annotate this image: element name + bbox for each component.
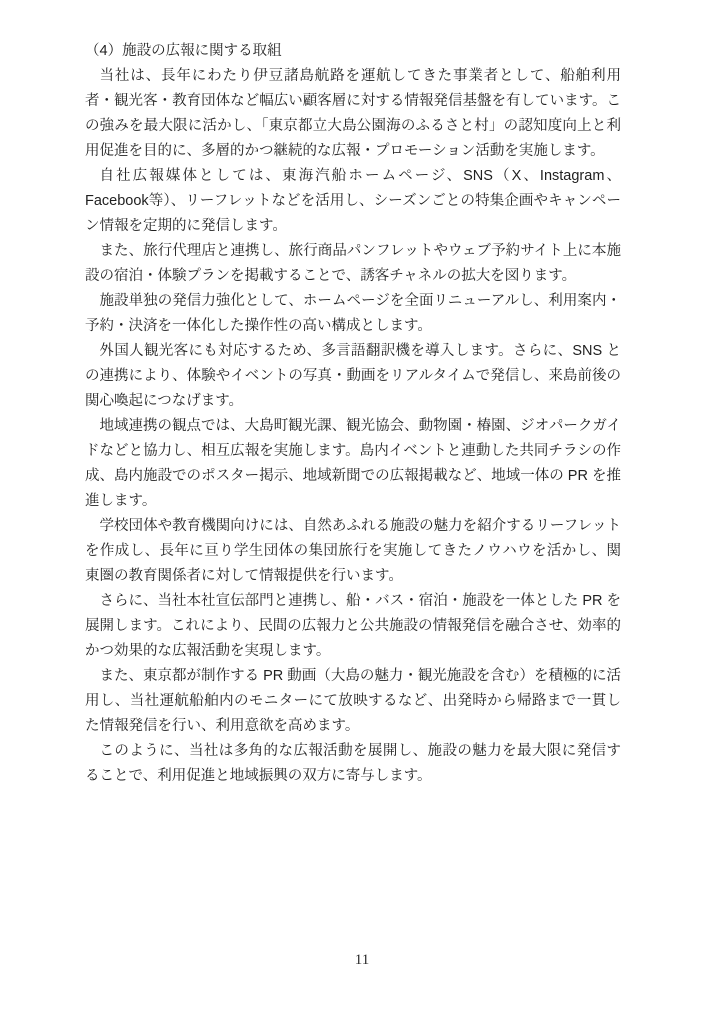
body-paragraph: また、東京都が制作する PR 動画（大島の魅力・観光施設を含む）を積極的に活用し、当社運航船舶内のモニターにて放映するなど、出発時から帰路まで一貫した情報発信を行い、利用意欲を高めます。 bbox=[85, 668, 621, 734]
body-paragraph: また、旅行代理店と連携し、旅行商品パンフレットやウェブ予約サイト上に本施設の宿泊・体験プランを掲載することで、誘客チャネルの拡大を図ります。 bbox=[85, 243, 621, 284]
body-paragraph: さらに、当社本社宣伝部門と連携し、船・バス・宿泊・施設を一体とした PR を展開します。これにより、民間の広報力と公共施設の情報発信を融合させ、効率的かつ効果的な広報活動を実現します。 bbox=[85, 593, 621, 659]
page-number: 11 bbox=[354, 952, 370, 968]
body-paragraph: 当社は、長年にわたり伊豆諸島航路を運航してきた事業者として、船舶利用者・観光客・教育団体など幅広い顧客層に対する情報発信基盤を有しています。この強みを最大限に活かし、「東京都立大島公園海のふるさと村」の認知度向上と利用促進を目的に、多層的かつ継続的な広報・プロモーション活動を実施します。 bbox=[85, 68, 621, 159]
body-paragraph: 地域連携の観点では、大島町観光課、観光協会、動物園・椿園、ジオパークガイドなどと協力し、相互広報を実施します。島内イベントと連動した共同チラシの作成、島内施設でのポスター掲示、地域新聞での広報掲載など、地域一体の PR を推進します。 bbox=[85, 418, 621, 509]
body-paragraph: 施設単独の発信力強化として、ホームページを全面リニューアルし、利用案内・予約・決済を一体化した操作性の高い構成とします。 bbox=[85, 293, 621, 334]
body-paragraph: このように、当社は多角的な広報活動を展開し、施設の魅力を最大限に発信することで、利用促進と地域振興の双方に寄与します。 bbox=[85, 743, 621, 784]
paragraph-list bbox=[85, 64, 621, 789]
body-paragraph: 学校団体や教育機関向けには、自然あふれる施設の魅力を紹介するリーフレットを作成し、長年に亘り学生団体の集団旅行を実施してきたノウハウを活かし、関東圏の教育関係者に対して情報提供を行います。 bbox=[85, 518, 621, 584]
document-content bbox=[85, 39, 621, 789]
body-paragraph: 自社広報媒体としては、東海汽船ホームページ、SNS（X、Instagram、Facebook等）、リーフレットなどを活用し、シーズンごとの特集企画やキャンペーン情報を定期的に発信します。 bbox=[85, 168, 621, 234]
section-heading: （4）施設の広報に関する取組 bbox=[85, 43, 282, 59]
body-paragraph: 外国人観光客にも対応するため、多言語翻訳機を導入します。さらに、SNS との連携により、体験やイベントの写真・動画をリアルタイムで発信し、来島前後の関心喚起につなげます。 bbox=[85, 343, 621, 409]
